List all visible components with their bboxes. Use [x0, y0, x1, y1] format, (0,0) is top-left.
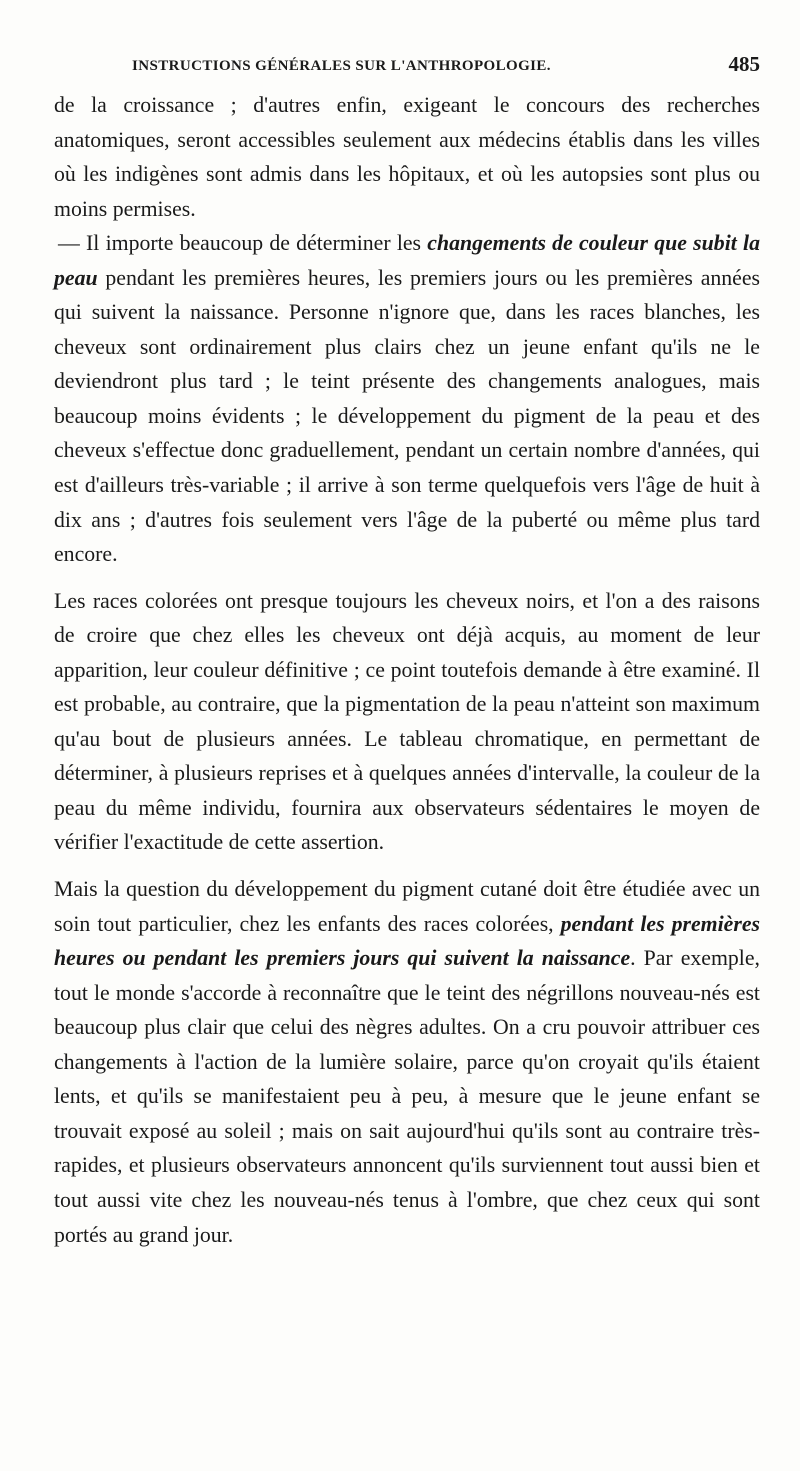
paragraph-4: [54, 872, 760, 1252]
paragraph-2-text-b: pendant les premières heures, les premiers jours ou les premières années qui suivent la naissance. Personne n'ignore que, dans les races blanches, les cheveux sont ordinairement plus clairs chez un jeune enfant qu'ils ne le deviendront plus tard ; le teint présente des changements analogues, mais beaucoup moins évidents ; le développement du pigment de la peau et des cheveux s'effectue donc graduellement, pendant un certain nombre d'années, qui est d'ailleurs très-variable ; il arrive à son terme quelquefois vers l'âge de huit à dix ans ; d'autres fois seulement vers l'âge de la puberté ou même plus tard encore.: [54, 265, 760, 567]
paragraph-2: [54, 226, 760, 571]
paragraph-4-text-a: Mais la question du développement du pigment cutané doit être étudiée avec un soin tout particulier, chez les enfants des races colorées,: [54, 877, 760, 936]
running-head: INSTRUCTIONS GÉNÉRALES SUR L'ANTHROPOLOGIE.: [132, 58, 551, 74]
page-number: 485: [728, 52, 760, 76]
paragraph-1: [54, 88, 760, 226]
paragraph-2-text-a: — Il importe beaucoup de déterminer les: [58, 231, 428, 256]
paragraph-4-text-b: . Par exemple, tout le monde s'accorde à reconnaître que le teint des négrillons nouveau-nés est beaucoup plus clair que celui des nègres adultes. On a cru pouvoir attribuer ces changements à l'action de la lumière solaire, parce qu'on croyait qu'ils étaient lents, et qu'ils se manifestaient peu à peu, à mesure que le jeune enfant se trouvait exposé au soleil ; mais on sait aujourd'hui qu'ils sont au contraire très-rapides, et plusieurs observateurs annoncent qu'ils surviennent tout aussi bien et tout aussi vite chez les nouveau-nés tenus à l'ombre, que chez ceux qui sont portés au grand jour.: [54, 946, 760, 1247]
paragraph-2-italic-phrase: changements de couleur que subit la peau: [54, 231, 760, 290]
body-text: [54, 88, 760, 1252]
paragraph-4-italic-phrase: pendant les premières heures ou pendant les premiers jours qui suivent la naissance: [54, 911, 760, 971]
page-header: [60, 52, 760, 84]
paragraph-1-text: de la croissance ; d'autres enfin, exigeant le concours des recherches anatomiques, seront accessibles seulement aux médecins établis dans les villes où les indigènes sont admis dans les hôpitaux, et où les autopsies sont plus ou moins permises.: [54, 93, 760, 221]
paragraph-3: [54, 584, 760, 860]
paragraph-3-text: Les races colorées ont presque toujours les cheveux noirs, et l'on a des raisons de croire que chez elles les cheveux ont déjà acquis, au moment de leur apparition, leur couleur définitive ; ce point toutefois demande à être examiné. Il est probable, au contraire, que la pigmentation de la peau n'atteint son maximum qu'au bout de plusieurs années. Le tableau chromatique, en permettant de déterminer, à plusieurs reprises et à quelques années d'intervalle, la couleur de la peau du même individu, fournira aux observateurs sédentaires le moyen de vérifier l'exactitude de cette assertion.: [54, 588, 760, 855]
